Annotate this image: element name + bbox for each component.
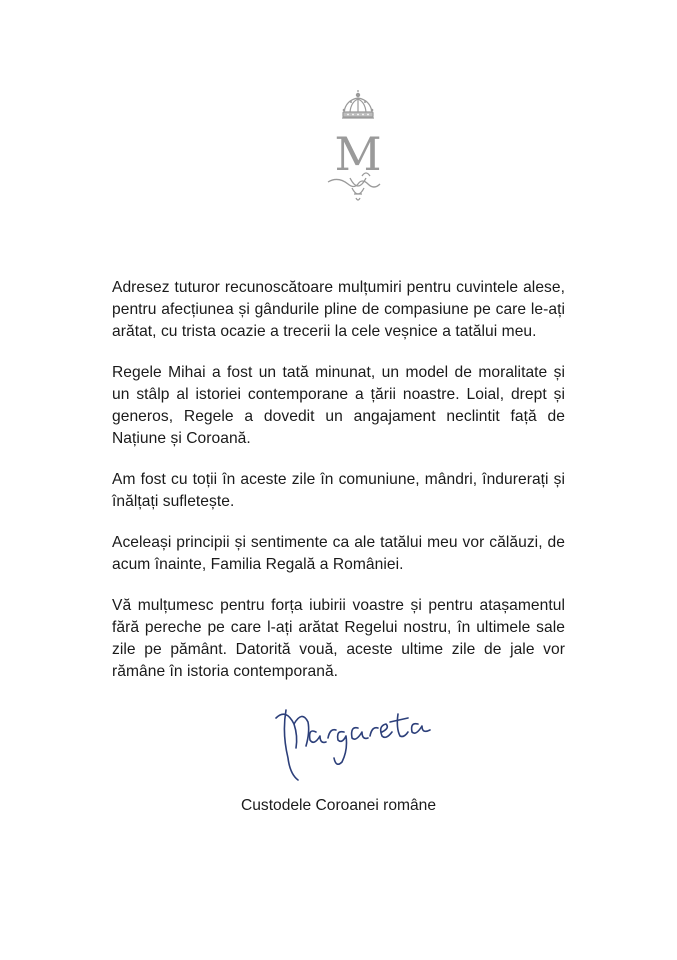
handwritten-signature [272,688,442,783]
crown-icon [342,90,374,118]
monogram-letter: M [334,127,382,181]
signature-caption: Custodele Coroanei române [240,797,437,814]
letter-paragraph: Regele Mihai a fost un tată minunat, un model de moralitate și un stâlp al istoriei contemporane a țării noastre. Loial, drept și generos, Regele a dovedit un angajament neclintit față de Națiune și Coroană. [112,364,565,447]
letter-paragraph: Adresez tuturor recunoscătoare mulțumiri pentru cuvintele alese, pentru afecțiunea și gândurile pline de compasiune pe care le-ați arătat, cu trista ocazie a trecerii la cele veșnice a tatălui meu. [112,279,565,340]
letter-paragraph: Aceleași principii și sentimente ca ale tatălui meu vor călăuzi, de acum înainte, Familia Regală a României. [112,534,565,573]
letter-body [112,277,565,702]
letter-paragraph: Am fost cu toții în aceste zile în comuniune, mândri, îndurerați și înălțați sufletește. [112,471,565,510]
letter-paragraph: Vă mulțumesc pentru forța iubirii voastre și pentru atașamentul fără pereche pe care l-ați arătat Regelui nostru, în ultimele sale zile pe pământ. Datorită vouă, aceste ultime zile de jale vor rămâne în istoria contemporană. [112,597,565,680]
royal-monogram-icon [318,90,398,205]
